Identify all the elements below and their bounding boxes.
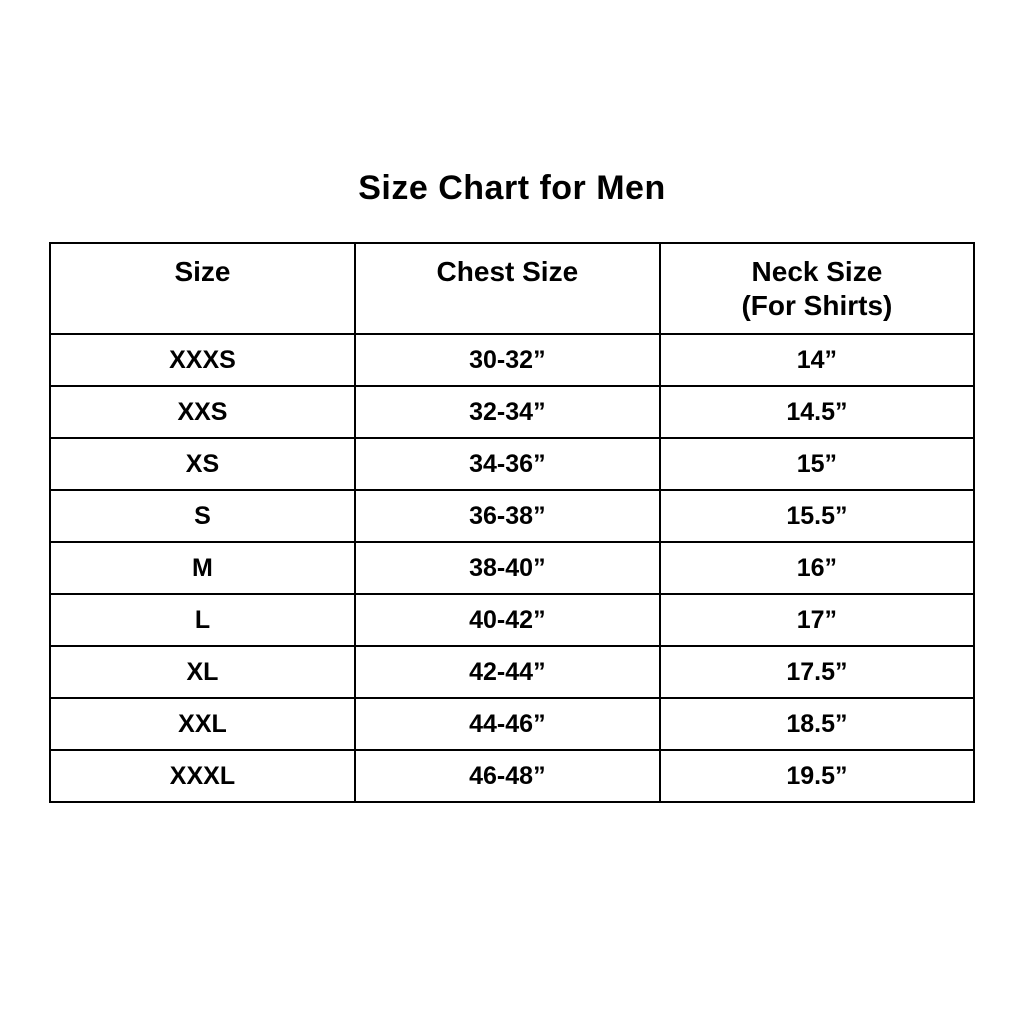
- column-header-sublabel: [51, 289, 354, 323]
- neck-size-cell: 14”: [660, 334, 974, 386]
- chest-size-cell: 40-42”: [355, 594, 660, 646]
- table-row: [50, 334, 974, 386]
- table-body: [50, 334, 974, 802]
- chest-size-cell: 36-38”: [355, 490, 660, 542]
- neck-size-cell: 18.5”: [660, 698, 974, 750]
- table-row: [50, 386, 974, 438]
- column-header-label: Size: [174, 255, 231, 287]
- column-header-chest-size: [355, 243, 660, 334]
- neck-size-cell: 17.5”: [660, 646, 974, 698]
- neck-size-cell: 15”: [660, 438, 974, 490]
- size-cell: XS: [50, 438, 355, 490]
- size-chart-table: [49, 242, 975, 803]
- size-cell: XXL: [50, 698, 355, 750]
- chest-size-cell: 32-34”: [355, 386, 660, 438]
- table-row: [50, 594, 974, 646]
- chest-size-cell: 34-36”: [355, 438, 660, 490]
- chest-size-cell: 42-44”: [355, 646, 660, 698]
- size-cell: XXXL: [50, 750, 355, 802]
- column-header-sublabel: [356, 289, 659, 323]
- table-row: [50, 646, 974, 698]
- neck-size-cell: 16”: [660, 542, 974, 594]
- table-row: [50, 750, 974, 802]
- size-cell: S: [50, 490, 355, 542]
- table-row: [50, 490, 974, 542]
- column-header-neck-size: [660, 243, 974, 334]
- table-row: [50, 698, 974, 750]
- chest-size-cell: 46-48”: [355, 750, 660, 802]
- chest-size-cell: 44-46”: [355, 698, 660, 750]
- column-header-label: Chest Size: [436, 255, 579, 287]
- neck-size-cell: 14.5”: [660, 386, 974, 438]
- column-header-sublabel: (For Shirts): [741, 289, 893, 321]
- neck-size-cell: 15.5”: [660, 490, 974, 542]
- table-row: [50, 438, 974, 490]
- size-cell: XL: [50, 646, 355, 698]
- chest-size-cell: 38-40”: [355, 542, 660, 594]
- size-cell: XXS: [50, 386, 355, 438]
- size-cell: L: [50, 594, 355, 646]
- size-cell: M: [50, 542, 355, 594]
- size-cell: XXXS: [50, 334, 355, 386]
- neck-size-cell: 17”: [660, 594, 974, 646]
- table-row: [50, 542, 974, 594]
- column-header-size: [50, 243, 355, 334]
- column-header-label: Neck Size: [751, 255, 883, 287]
- header-row: [50, 243, 974, 334]
- chest-size-cell: 30-32”: [355, 334, 660, 386]
- table-header: [50, 243, 974, 334]
- neck-size-cell: 19.5”: [660, 750, 974, 802]
- page-title: Size Chart for Men: [358, 169, 666, 207]
